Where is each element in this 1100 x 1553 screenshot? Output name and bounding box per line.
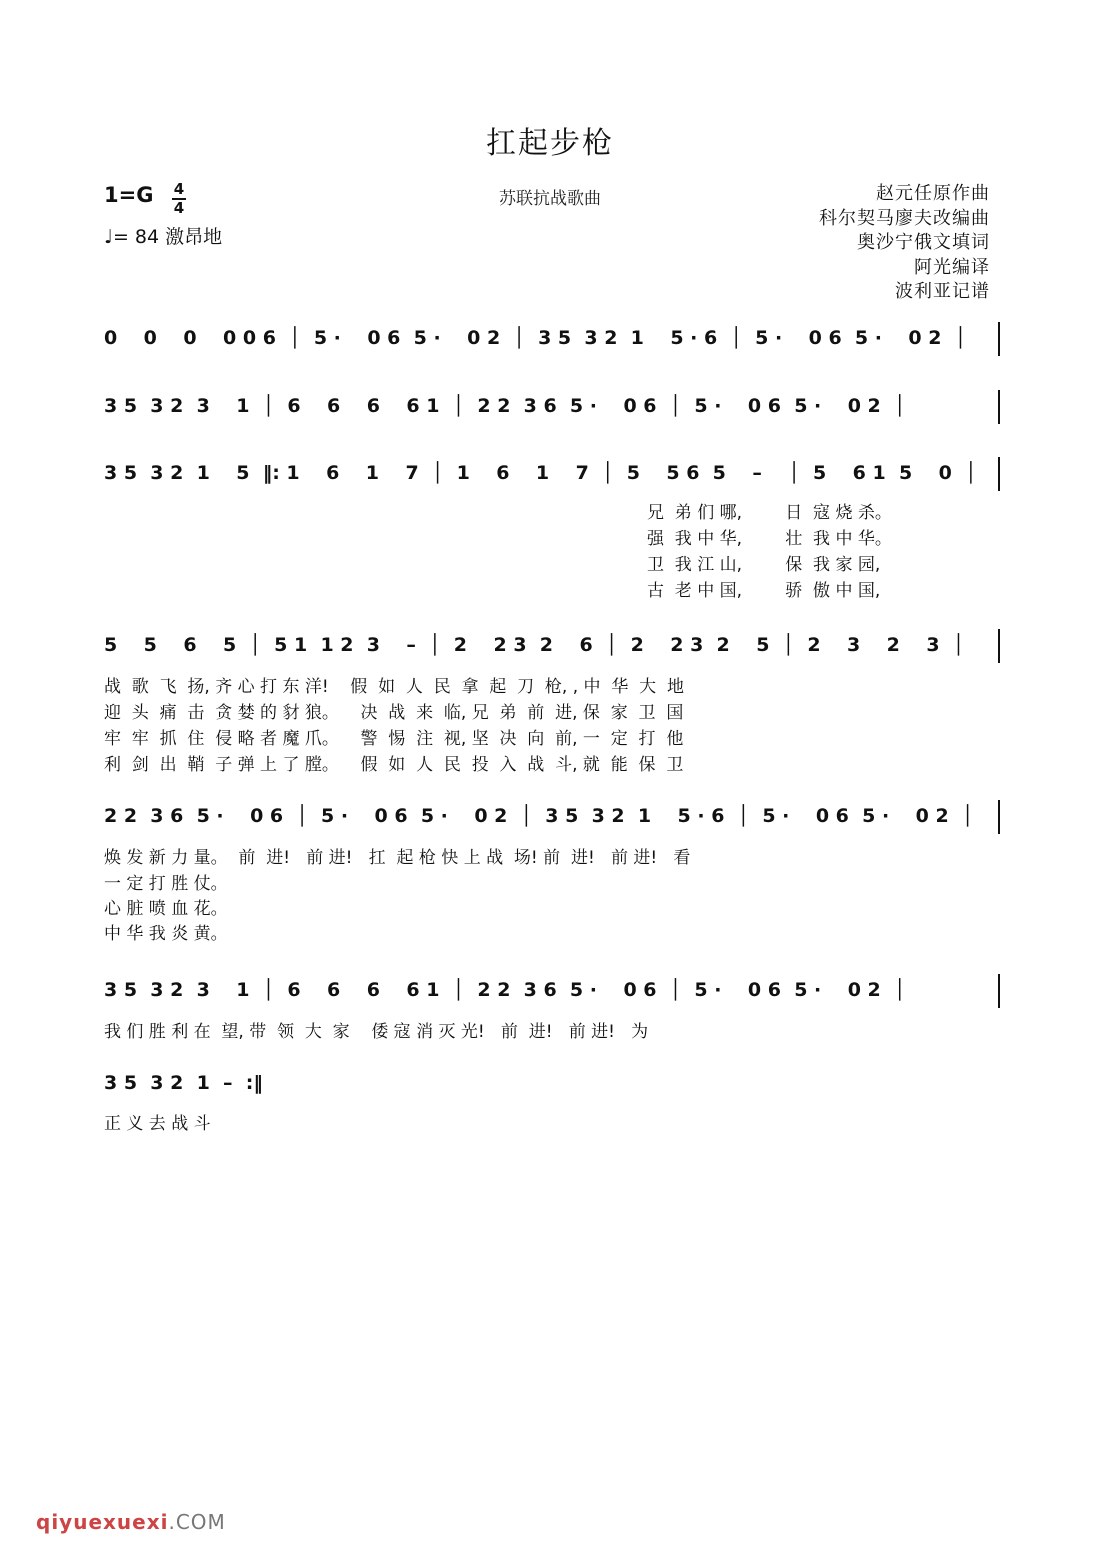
page-title: 扛起步枪 (486, 126, 614, 161)
lyric-line-5-4: 中 华 我 炎 黄。 (104, 924, 228, 944)
lyric-line-5-3: 心 脏 喷 血 花。 (104, 899, 228, 919)
lyric-line-7-1: 正 义 去 战 斗 (104, 1114, 211, 1134)
time-signature-bottom: 4 (173, 199, 185, 217)
lyric-line-3-1: 兄 弟 们 哪, 日 寇 烧 杀。 (647, 503, 892, 523)
score-system-4: 5 5 6 5 │ 5 1 1 2 3 – │ 2 2 3 2 6 │ 2 2 3 2 5 │ 2 3 2 3 │ (104, 634, 965, 656)
score-system-2: 3 5 3 2 3 1 │ 6 6 6 6 1 │ 2 2 3 6 5 · 0 6 │ 5 · 0 6 5 · 0 2 │ (104, 395, 906, 417)
end-barline-3 (998, 457, 1000, 491)
tempo-marking: ♩= 84 激昂地 (104, 226, 223, 248)
credits-block (819, 182, 990, 305)
key-signature: 1=G (104, 183, 154, 207)
lyric-line-4-4: 利 剑 出 鞘 子 弹 上 了 膛。 假 如 人 民 投 入 战 斗, 就 能 保 卫 (104, 755, 684, 775)
song-origin: 苏联抗战歌曲 (499, 189, 601, 209)
lyric-line-4-2: 迎 头 痛 击 贪 婪 的 豺 狼。 决 战 来 临, 兄 弟 前 进, 保 家 卫 国 (104, 703, 684, 723)
credit-composer: 赵元任原作曲 (876, 183, 990, 204)
watermark-main: qiyuexuexi (36, 1510, 169, 1534)
credit-transcriber: 波利亚记谱 (895, 281, 990, 302)
lyric-line-5-2: 一 定 打 胜 仗。 (104, 874, 228, 894)
lyric-line-4-1: 战 歌 飞 扬, 齐 心 打 东 洋! 假 如 人 民 拿 起 刀 枪, , 中 华 大 地 (104, 677, 684, 697)
score-system-7: 3 5 3 2 1 – :‖ (104, 1072, 263, 1094)
lyric-line-4-3: 牢 牢 抓 住 侵 略 者 魔 爪。 警 惕 注 视, 坚 决 向 前, 一 定 打 他 (104, 729, 684, 749)
lyric-line-5-1: 焕 发 新 力 量。 前 进! 前 进! 扛 起 枪 快 上 战 场! 前 进! 前 进! 看 (104, 848, 691, 868)
score-system-6: 3 5 3 2 3 1 │ 6 6 6 6 1 │ 2 2 3 6 5 · 0 6 │ 5 · 0 6 5 · 0 2 │ (104, 979, 906, 1001)
credit-lyricist: 奥沙宁俄文填词 (857, 232, 990, 253)
credit-translator: 阿光编译 (914, 256, 990, 278)
lyric-line-3-2: 强 我 中 华, 壮 我 中 华。 (647, 529, 892, 549)
score-system-5: 2 2 3 6 5 · 0 6 │ 5 · 0 6 5 · 0 2 │ 3 5 3 2 1 5 · 6 │ 5 · 0 6 5 · 0 2 │ (104, 805, 974, 827)
watermark (36, 1510, 226, 1534)
credit-arranger: 科尔契马廖夫改编曲 (819, 207, 990, 229)
lyric-line-3-3: 卫 我 江 山, 保 我 家 园, (647, 555, 881, 575)
end-barline-1 (998, 322, 1000, 356)
end-barline-4 (998, 629, 1000, 663)
watermark-suffix: .COM (168, 1510, 226, 1534)
score-system-1: 0 0 0 0 0 6 │ 5 · 0 6 5 · 0 2 │ 3 5 3 2 1 5 · 6 │ 5 · 0 6 5 · 0 2 │ (104, 327, 967, 349)
lyric-line-3-4: 古 老 中 国, 骄 傲 中 国, (647, 581, 881, 601)
end-barline-2 (998, 390, 1000, 424)
score-system-3: 3 5 3 2 1 5 ‖: 1 6 1 7 │ 1 6 1 7 │ 5 5 6 5 – │ 5 6 1 5 0 │ (104, 462, 977, 484)
end-barline-6 (998, 974, 1000, 1008)
end-barline-5 (998, 800, 1000, 834)
time-signature-top: 4 (173, 180, 185, 198)
lyric-line-6-1: 我 们 胜 利 在 望, 带 领 大 家 倭 寇 消 灭 光! 前 进! 前 进! 为 (104, 1022, 649, 1042)
